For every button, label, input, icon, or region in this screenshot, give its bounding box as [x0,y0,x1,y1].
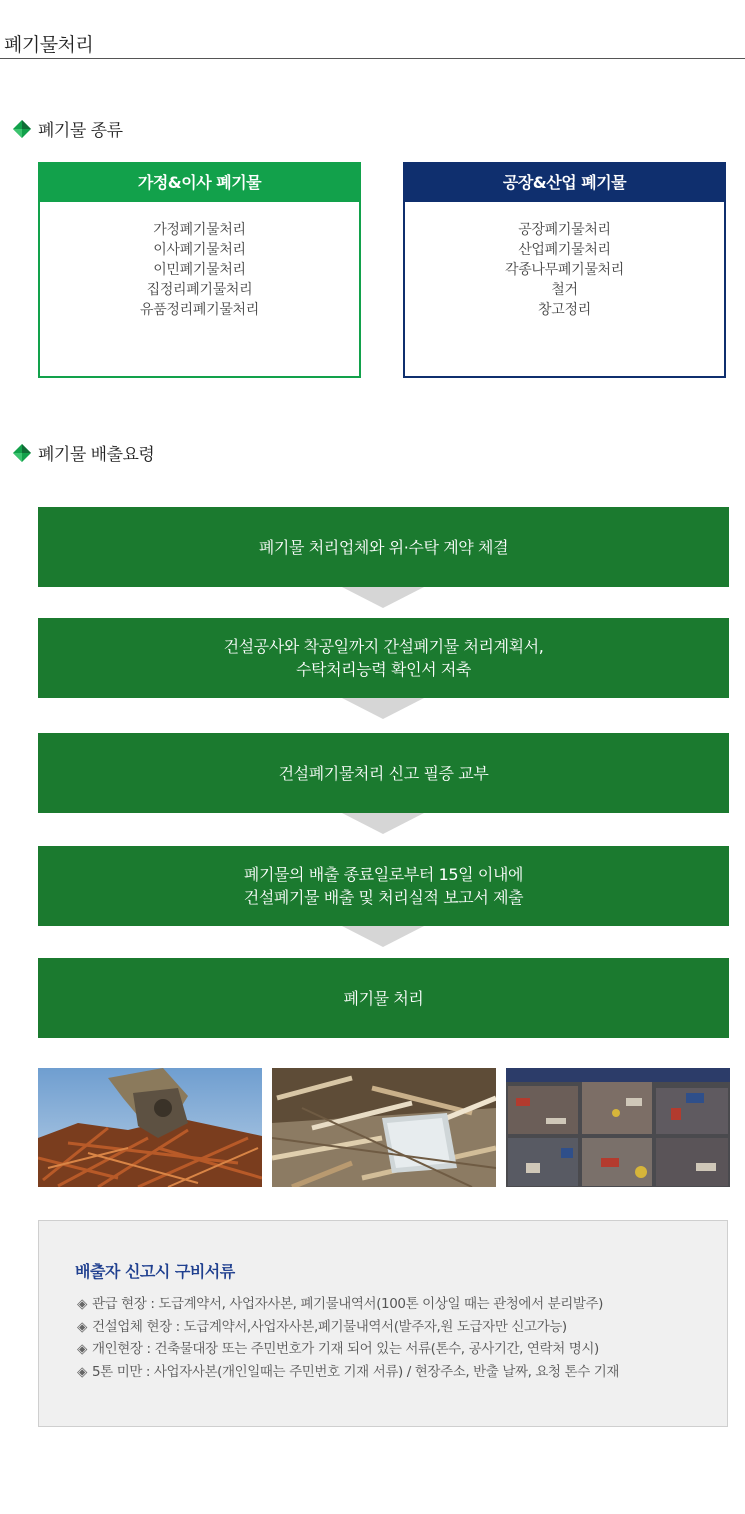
list-item: 집정리폐기물처리 [146,282,253,298]
household-waste-box [38,162,361,378]
required-documents-panel [38,1220,728,1427]
industrial-waste-title: 공장&산업 폐기물 [405,164,724,202]
step-text: 폐기물 처리업체와 위·수탁 계약 체결 [258,537,509,557]
list-item: 공장폐기물처리 [518,222,611,238]
diamond-bullet-icon [12,443,32,463]
diamond-bullet-icon: ◈ [77,1296,87,1312]
types-section-heading [12,116,123,141]
compressed-scrap-bales-photo [506,1068,730,1187]
household-waste-list [40,220,359,320]
down-arrow-icon [342,813,424,834]
process-step-4 [38,846,729,926]
list-item: 이사폐기물처리 [153,242,246,258]
industrial-waste-box [403,162,726,378]
title-divider [0,58,745,59]
step-text: 수탁처리능력 확인서 저축 [296,660,471,679]
step-text: 건설폐기물 배출 및 처리실적 보고서 제출 [243,888,524,907]
list-item: ◈ 개인현장 : 건축물대장 또는 주민번호가 기재 되어 있는 서류(톤수, 공사기간, 연락처 명시) [77,1341,599,1357]
list-item: ◈ 관급 현장 : 도급계약서, 사업자사본, 폐기물내역서(100톤 이상일 때는 관청에서 분리발주) [77,1296,604,1312]
list-item: 이민폐기물처리 [153,262,246,278]
step-text: 건설공사와 착공일까지 간설폐기물 처리계획서, [223,637,544,656]
list-item: ◈ 5톤 미만 : 사업자사본(개인일때는 주민번호 기재 서류) / 현장주소, 반출 날짜, 요청 톤수 기재 [77,1363,620,1380]
household-waste-title: 가정&이사 폐기물 [40,164,359,202]
list-item: 유품정리폐기물처리 [139,302,259,318]
step-text: 폐기물 처리 [343,988,424,1008]
list-item: 각종나무폐기물처리 [504,262,624,278]
list-item: 철거 [551,282,578,298]
documents-list [77,1293,619,1383]
process-step-2 [38,618,729,698]
down-arrow-icon [342,698,424,719]
wood-debris-pile-photo [272,1068,496,1187]
process-step-1 [38,507,729,587]
down-arrow-icon [342,926,424,947]
process-section-heading [12,440,154,465]
documents-title: 배출자 신고시 구비서류 [75,1262,235,1281]
step-text: 건설폐기물처리 신고 필증 교부 [278,763,489,783]
diamond-bullet-icon: ◈ [77,1341,87,1357]
down-arrow-icon [342,587,424,608]
diamond-bullet-icon [12,119,32,139]
section-heading-text: 폐기물 종류 [38,121,123,141]
list-item: ◈ 건설업체 현장 : 도급계약서,사업자사본,폐기물내역서(발주자,원 도급자만 신고가능) [77,1318,567,1335]
page-title: 폐기물처리 [4,34,94,56]
list-item: 산업폐기물처리 [518,242,611,258]
step-text: 폐기물의 배출 종료일로부터 15일 이내에 [243,865,524,884]
diamond-bullet-icon: ◈ [77,1363,87,1380]
process-step-5 [38,958,729,1038]
scrap-metal-excavator-photo [38,1068,262,1187]
process-step-3 [38,733,729,813]
diamond-bullet-icon: ◈ [77,1318,87,1335]
list-item: 창고정리 [538,302,591,318]
section-heading-text: 폐기물 배출요령 [38,445,155,465]
industrial-waste-list [405,220,724,320]
list-item: 가정폐기물처리 [153,222,246,238]
